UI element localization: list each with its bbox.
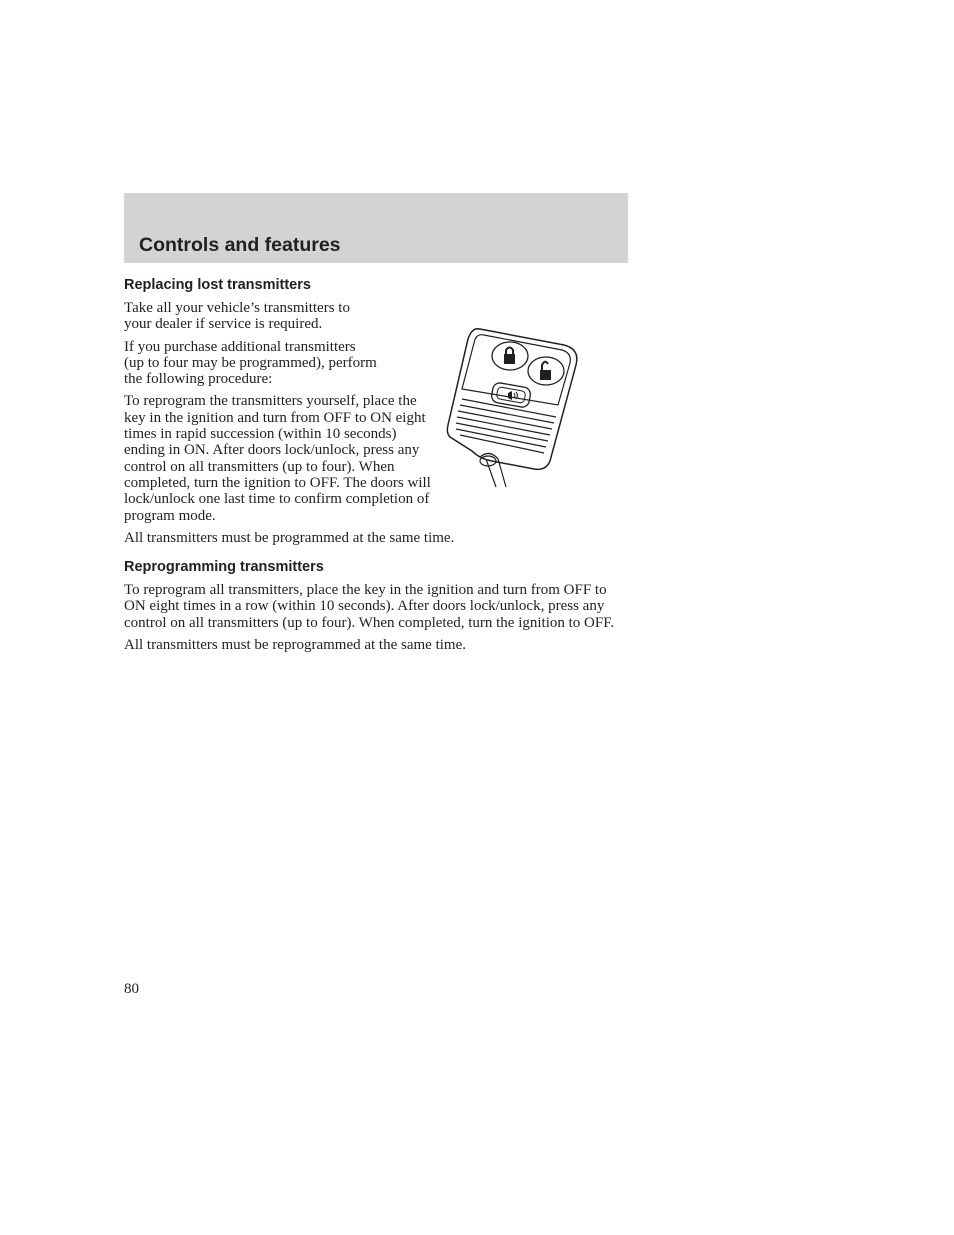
heading-reprogramming-transmitters: Reprogramming transmitters [124, 559, 324, 576]
panic-icon [491, 382, 532, 408]
paragraph-purchase-additional: If you purchase additional transmitters (up to four may be programmed), perform the following procedure: [124, 338, 377, 388]
page-content [124, 276, 630, 659]
paragraph-reprogram-yourself: To reprogram the transmitters yourself, place the key in the ignition and turn from OFF to ON eight times in rapid succession (within 10 seconds) ending in ON. After doors lock/unlock, press any control on all transmitters (up to four). When completed, turn the ignition to OFF. The doors will lock/unlock one last time to confirm completion of program mode. [124, 393, 431, 524]
section-header-band [124, 193, 628, 263]
paragraph-reprogrammed-same-time: All transmitters must be reprogrammed at the same time. [124, 637, 466, 654]
lock-icon [492, 342, 528, 370]
keyless-remote-transmitter-icon [446, 325, 582, 491]
paragraph-reprogram-all: To reprogram all transmitters, place the key in the ignition and turn from OFF to ON eight times in a row (within 10 seconds). After doors lock/unlock, press any control on all transmitters (up to four). When completed, turn the ignition to OFF. [124, 582, 615, 631]
page-number: 80 [124, 981, 139, 997]
section-title: Controls and features [139, 234, 341, 256]
paragraph-take-transmitters: Take all your vehicle’s transmitters to your dealer if service is required. [124, 300, 350, 333]
heading-replacing-lost-transmitters: Replacing lost transmitters [124, 277, 311, 293]
unlock-icon [528, 357, 564, 385]
paragraph-programmed-same-time: All transmitters must be programmed at the same time. [124, 529, 455, 546]
